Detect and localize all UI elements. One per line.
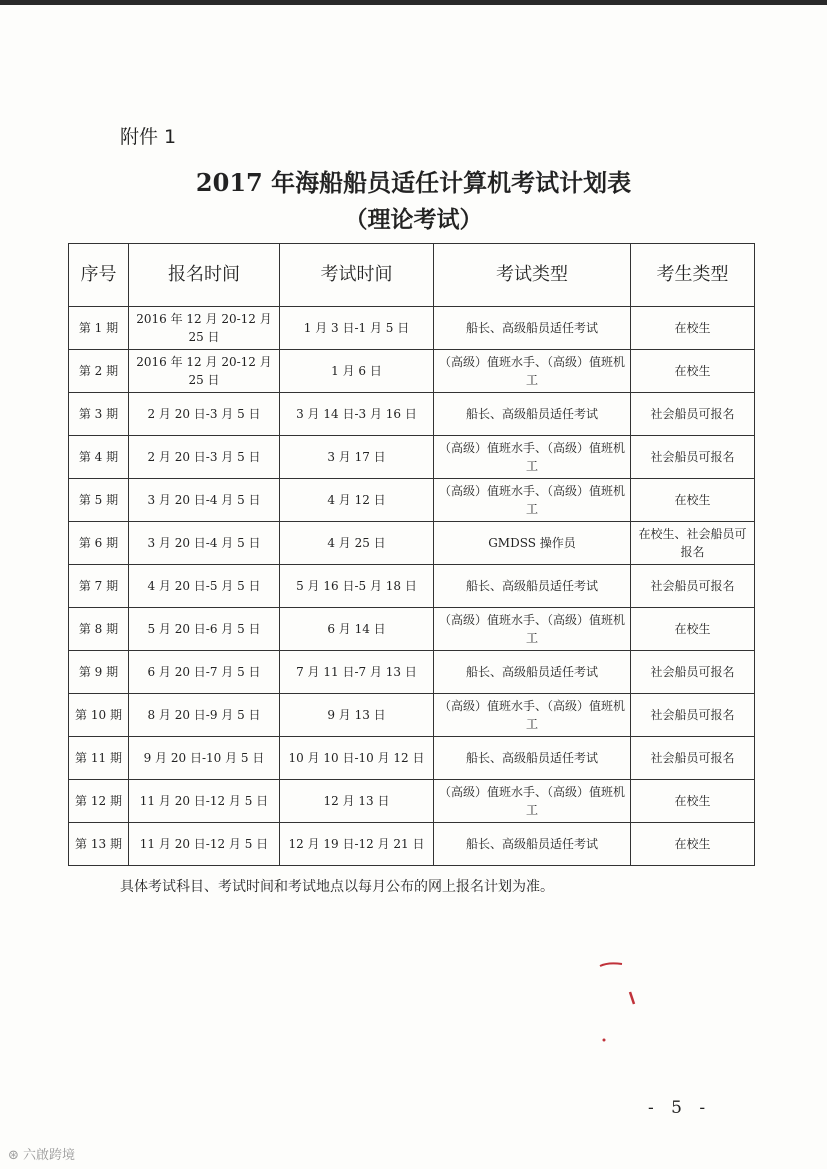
cell-exam-type: 船长、高级船员适任考试 xyxy=(434,393,631,436)
cell-exam-time: 4 月 25 日 xyxy=(280,522,434,565)
cell-registration-time: 5 月 20 日-6 月 5 日 xyxy=(129,608,280,651)
cell-period: 第 10 期 xyxy=(69,694,129,737)
cell-exam-type: GMDSS 操作员 xyxy=(434,522,631,565)
cell-exam-type: （高级）值班水手、（高级）值班机工 xyxy=(434,780,631,823)
cell-period: 第 4 期 xyxy=(69,436,129,479)
table-row xyxy=(69,565,755,608)
footnote: 具体考试科目、考试时间和考试地点以每月公布的网上报名计划为准。 xyxy=(120,879,554,895)
table-row xyxy=(69,393,755,436)
table-row xyxy=(69,608,755,651)
cell-candidate-type: 在校生 xyxy=(631,479,755,522)
watermark-text: 六啟跨境 xyxy=(23,1148,76,1163)
table-row xyxy=(69,780,755,823)
cell-candidate-type: 在校生 xyxy=(631,608,755,651)
table-row xyxy=(69,479,755,522)
header-exam-time: 考试时间 xyxy=(280,244,434,307)
cell-registration-time: 3 月 20 日-4 月 5 日 xyxy=(129,522,280,565)
table-row xyxy=(69,694,755,737)
cell-registration-time: 4 月 20 日-5 月 5 日 xyxy=(129,565,280,608)
cell-period: 第 7 期 xyxy=(69,565,129,608)
cell-exam-time: 6 月 14 日 xyxy=(280,608,434,651)
header-registration-time: 报名时间 xyxy=(129,244,280,307)
cell-exam-type: （高级）值班水手、（高级）值班机工 xyxy=(434,479,631,522)
cell-period: 第 5 期 xyxy=(69,479,129,522)
scan-top-edge xyxy=(0,0,827,5)
cell-exam-time: 5 月 16 日-5 月 18 日 xyxy=(280,565,434,608)
cell-candidate-type: 在校生 xyxy=(631,307,755,350)
cell-period: 第 12 期 xyxy=(69,780,129,823)
cell-candidate-type: 在校生 xyxy=(631,350,755,393)
cell-exam-type: 船长、高级船员适任考试 xyxy=(434,307,631,350)
cell-candidate-type: 社会船员可报名 xyxy=(631,651,755,694)
cell-exam-type: 船长、高级船员适任考试 xyxy=(434,737,631,780)
cell-exam-time: 10 月 10 日-10 月 12 日 xyxy=(280,737,434,780)
page-subtitle: （理论考试） xyxy=(344,206,483,233)
cell-exam-type: 船长、高级船员适任考试 xyxy=(434,823,631,866)
cell-exam-time: 9 月 13 日 xyxy=(280,694,434,737)
attachment-label: 附件 1 xyxy=(120,126,177,148)
cell-registration-time: 2 月 20 日-3 月 5 日 xyxy=(129,393,280,436)
cell-candidate-type: 社会船员可报名 xyxy=(631,393,755,436)
cell-period: 第 3 期 xyxy=(69,393,129,436)
cell-registration-time: 11 月 20 日-12 月 5 日 xyxy=(129,823,280,866)
cell-period: 第 2 期 xyxy=(69,350,129,393)
cell-exam-time: 1 月 6 日 xyxy=(280,350,434,393)
exam-plan-table xyxy=(68,243,755,866)
page-title: 2017 年海船船员适任计算机考试计划表 xyxy=(195,168,632,197)
table-row xyxy=(69,522,755,565)
table-row xyxy=(69,737,755,780)
cell-period: 第 6 期 xyxy=(69,522,129,565)
cell-candidate-type: 社会船员可报名 xyxy=(631,436,755,479)
cell-exam-time: 4 月 12 日 xyxy=(280,479,434,522)
cell-exam-time: 1 月 3 日-1 月 5 日 xyxy=(280,307,434,350)
stamp-fragment-icon xyxy=(596,956,636,1046)
cell-registration-time: 9 月 20 日-10 月 5 日 xyxy=(129,737,280,780)
cell-registration-time: 8 月 20 日-9 月 5 日 xyxy=(129,694,280,737)
page-number: - 5 - xyxy=(648,1098,712,1118)
table-row xyxy=(69,350,755,393)
cell-exam-type: 船长、高级船员适任考试 xyxy=(434,651,631,694)
cell-candidate-type: 社会船员可报名 xyxy=(631,737,755,780)
header-period: 序号 xyxy=(69,244,129,307)
watermark-logo xyxy=(8,1144,75,1163)
table-header-row xyxy=(69,244,755,307)
cell-exam-time: 12 月 13 日 xyxy=(280,780,434,823)
header-candidate-type: 考生类型 xyxy=(631,244,755,307)
cell-candidate-type: 在校生 xyxy=(631,780,755,823)
cell-candidate-type: 在校生 xyxy=(631,823,755,866)
cell-period: 第 11 期 xyxy=(69,737,129,780)
cell-registration-time: 3 月 20 日-4 月 5 日 xyxy=(129,479,280,522)
cell-candidate-type: 在校生、社会船员可报名 xyxy=(631,522,755,565)
cell-period: 第 13 期 xyxy=(69,823,129,866)
cell-candidate-type: 社会船员可报名 xyxy=(631,694,755,737)
table-row xyxy=(69,651,755,694)
cell-exam-type: 船长、高级船员适任考试 xyxy=(434,565,631,608)
cell-exam-time: 12 月 19 日-12 月 21 日 xyxy=(280,823,434,866)
cell-exam-time: 7 月 11 日-7 月 13 日 xyxy=(280,651,434,694)
cell-exam-type: （高级）值班水手、（高级）值班机工 xyxy=(434,436,631,479)
cell-registration-time: 2 月 20 日-3 月 5 日 xyxy=(129,436,280,479)
cell-registration-time: 6 月 20 日-7 月 5 日 xyxy=(129,651,280,694)
cell-candidate-type: 社会船员可报名 xyxy=(631,565,755,608)
cell-period: 第 1 期 xyxy=(69,307,129,350)
cell-period: 第 9 期 xyxy=(69,651,129,694)
cell-exam-type: （高级）值班水手、（高级）值班机工 xyxy=(434,350,631,393)
cell-registration-time: 11 月 20 日-12 月 5 日 xyxy=(129,780,280,823)
cell-exam-type: （高级）值班水手、（高级）值班机工 xyxy=(434,694,631,737)
cell-registration-time: 2016 年 12 月 20-12 月 25 日 xyxy=(129,307,280,350)
watermark-icon: ⊛ xyxy=(8,1148,19,1163)
cell-exam-time: 3 月 17 日 xyxy=(280,436,434,479)
header-exam-type: 考试类型 xyxy=(434,244,631,307)
cell-period: 第 8 期 xyxy=(69,608,129,651)
cell-exam-type: （高级）值班水手、（高级）值班机工 xyxy=(434,608,631,651)
cell-exam-time: 3 月 14 日-3 月 16 日 xyxy=(280,393,434,436)
cell-registration-time: 2016 年 12 月 20-12 月 25 日 xyxy=(129,350,280,393)
table-row xyxy=(69,436,755,479)
table-row xyxy=(69,823,755,866)
table-row xyxy=(69,307,755,350)
